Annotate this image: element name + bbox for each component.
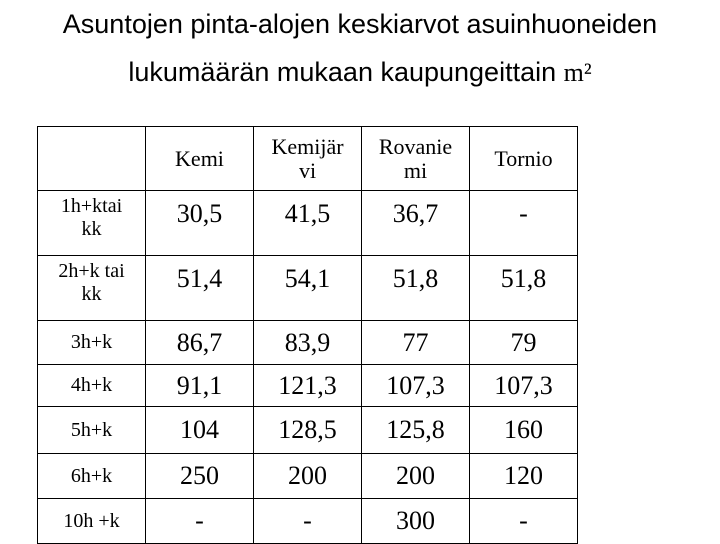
row-label [38,191,146,256]
page-title-line-1 [0,8,720,40]
title-text-line-2: lukumäärän mukaan kaupungeittain [128,57,557,87]
table-cell: 54,1 [254,256,362,321]
row-label-line: kk [81,283,102,305]
row-label-line: 1h+ktai [60,195,123,217]
column-header-line: Rovanie [378,133,453,159]
table-header-row [38,127,578,191]
column-header-line: Tornio [494,145,553,171]
table-cell: 104 [146,407,254,454]
table-cell: 200 [254,454,362,499]
row-label [38,365,146,407]
table-cell: 36,7 [362,191,470,256]
column-header-tornio [470,127,578,191]
column-header-line: Kemijär [271,133,344,159]
table-cell: 51,8 [362,256,470,321]
row-label-line: kk [81,218,102,240]
table-cell: 125,8 [362,407,470,454]
table-cell: - [470,191,578,256]
row-label-line: 6h+k [70,464,113,487]
column-header-line: vi [298,157,317,183]
table-row [38,407,578,454]
row-label-line: 4h+k [70,374,113,396]
table-cell: 250 [146,454,254,499]
page-title-line-2 [0,56,720,89]
table-cell: 51,8 [470,256,578,321]
row-label [38,256,146,321]
table-cell: 77 [362,321,470,365]
table-cell: 107,3 [362,365,470,407]
table-corner-cell [38,127,146,191]
row-label-line: 10h +k [63,509,120,532]
column-header-rovaniemi [362,127,470,191]
table-cell: 300 [362,499,470,544]
table-row [38,191,578,256]
column-header-line: Kemi [175,145,224,171]
table-cell: - [146,499,254,544]
table-cell: 128,5 [254,407,362,454]
table-row [38,321,578,365]
table-cell: 160 [470,407,578,454]
row-label [38,321,146,365]
row-label-line: 5h+k [70,418,113,441]
table-cell: 120 [470,454,578,499]
table-cell: 91,1 [146,365,254,407]
column-header-line: mi [403,157,428,183]
table-row [38,454,578,499]
table-cell: - [254,499,362,544]
column-header-kemi [146,127,254,191]
table-cell: 51,4 [146,256,254,321]
table-row [38,256,578,321]
column-header-kemijarvi [254,127,362,191]
row-label [38,499,146,544]
table-cell: 30,5 [146,191,254,256]
table-cell: 121,3 [254,365,362,407]
table-row [38,365,578,407]
table-row [38,499,578,544]
table-cell: 200 [362,454,470,499]
table-cell: 83,9 [254,321,362,365]
row-label [38,454,146,499]
row-label-line: 3h+k [70,331,113,353]
table-cell: 107,3 [470,365,578,407]
table-cell: 79 [470,321,578,365]
title-unit: m² [563,58,592,87]
area-table [37,126,578,544]
table-cell: - [470,499,578,544]
row-label-line: 2h+k tai [58,260,125,282]
table-cell: 41,5 [254,191,362,256]
table-cell: 86,7 [146,321,254,365]
title-text-line-1: Asuntojen pinta-alojen keskiarvot asuinhuoneiden [62,9,658,39]
row-label [38,407,146,454]
